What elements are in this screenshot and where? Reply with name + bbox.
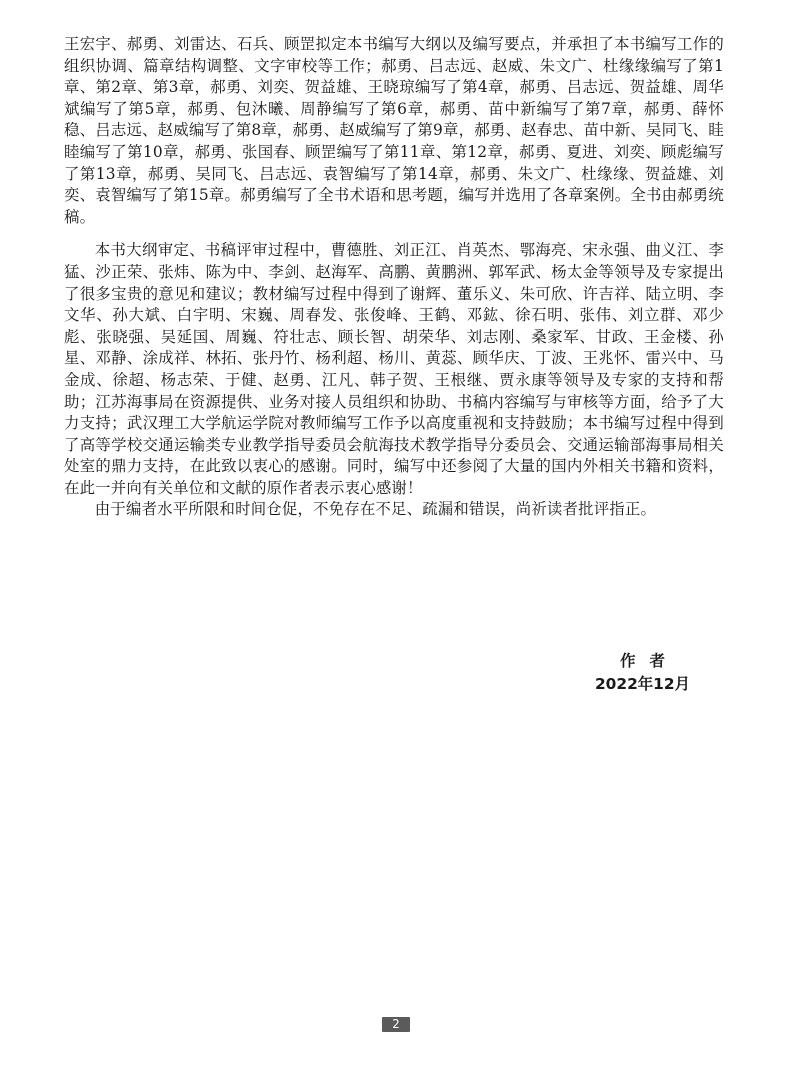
page-number-badge: 2: [382, 1017, 410, 1032]
paragraph-author-contributions: 王宏宇、郝勇、刘雷达、石兵、顾罡拟定本书编写大纲以及编写要点，并承担了本书编写工作的组织协调、篇章结构调整、文字审校等工作；郝勇、吕志远、赵威、朱文广、杜缘缘编写了第1章、第2章、第3章，郝勇、刘奕、贺益雄、王晓琼编写了第4章，郝勇、吕志远、贺益雄、周华斌编写了第5章，郝勇、包沐曦、周静编写了第6章，郝勇、苗中新编写了第7章，郝勇、薛怀稳、吕志远、赵威编写了第8章，郝勇、赵威编写了第9章，郝勇、赵春忠、苗中新、吴同飞、眭睦编写了第10章，郝勇、张国春、顾罡编写了第11章、第12章，郝勇、夏进、刘奕、顾彪编写了第13章，郝勇、吴同飞、吕志远、袁智编写了第14章，郝勇、朱文广、杜缘缘、贺益雄、刘奕、袁智编写了第15章。郝勇编写了全书术语和思考题，编写并选用了各章案例。全书由郝勇统稿。: [64, 35, 724, 226]
document-body: [64, 34, 724, 521]
signature-date: 2022年12月: [594, 675, 690, 693]
paragraph-acknowledgements: 本书大纲审定、书稿评审过程中，曹德胜、刘正江、肖英杰、鄂海亮、宋永强、曲义江、李猛、沙正荣、张炜、陈为中、李剑、赵海军、高鹏、黄鹏洲、郭军武、杨太金等领导及专家提出了很多宝贵的意见和建议；教材编写过程中得到了谢辉、董乐义、朱可欣、许吉祥、陆立明、李文华、孙大斌、白宇明、宋巍、周春发、张俊峰、王鹤、邓鈜、徐石明、张伟、刘立群、邓少彪、张晓强、吴延国、周巍、符壮志、顾长智、胡荣华、刘志刚、桑家军、甘政、王金楼、孙星、邓静、涂成祥、林拓、张丹竹、杨利超、杨川、黄蕊、顾华庆、丁波、王兆怀、雷兴中、马金成、徐超、杨志荣、于健、赵勇、江凡、韩子贺、王根继、贾永康等领导及专家的支持和帮助；江苏海事局在资源提供、业务对接人员组织和协助、书稿内容编写与审核等方面，给予了大力支持；武汉理工大学航运学院对教师编写工作予以高度重视和支持鼓励；本书编写过程中得到了高等学校交通运输类专业教学指导委员会航海技术教学指导分委员会、交通运输部海事局相关处室的鼎力支持，在此致以衷心的感谢。同时，编写中还参阅了大量的国内外相关书籍和资料，在此一并向有关单位和文献的原作者表示衷心感谢！: [64, 241, 724, 497]
signature-author: 作者: [620, 652, 679, 670]
signature-block: [595, 650, 690, 696]
paragraph-gap: [64, 228, 724, 240]
paragraph-closing-note: 由于编者水平所限和时间仓促，不免存在不足、疏漏和错误，尚祈读者批评指正。: [94, 500, 657, 519]
